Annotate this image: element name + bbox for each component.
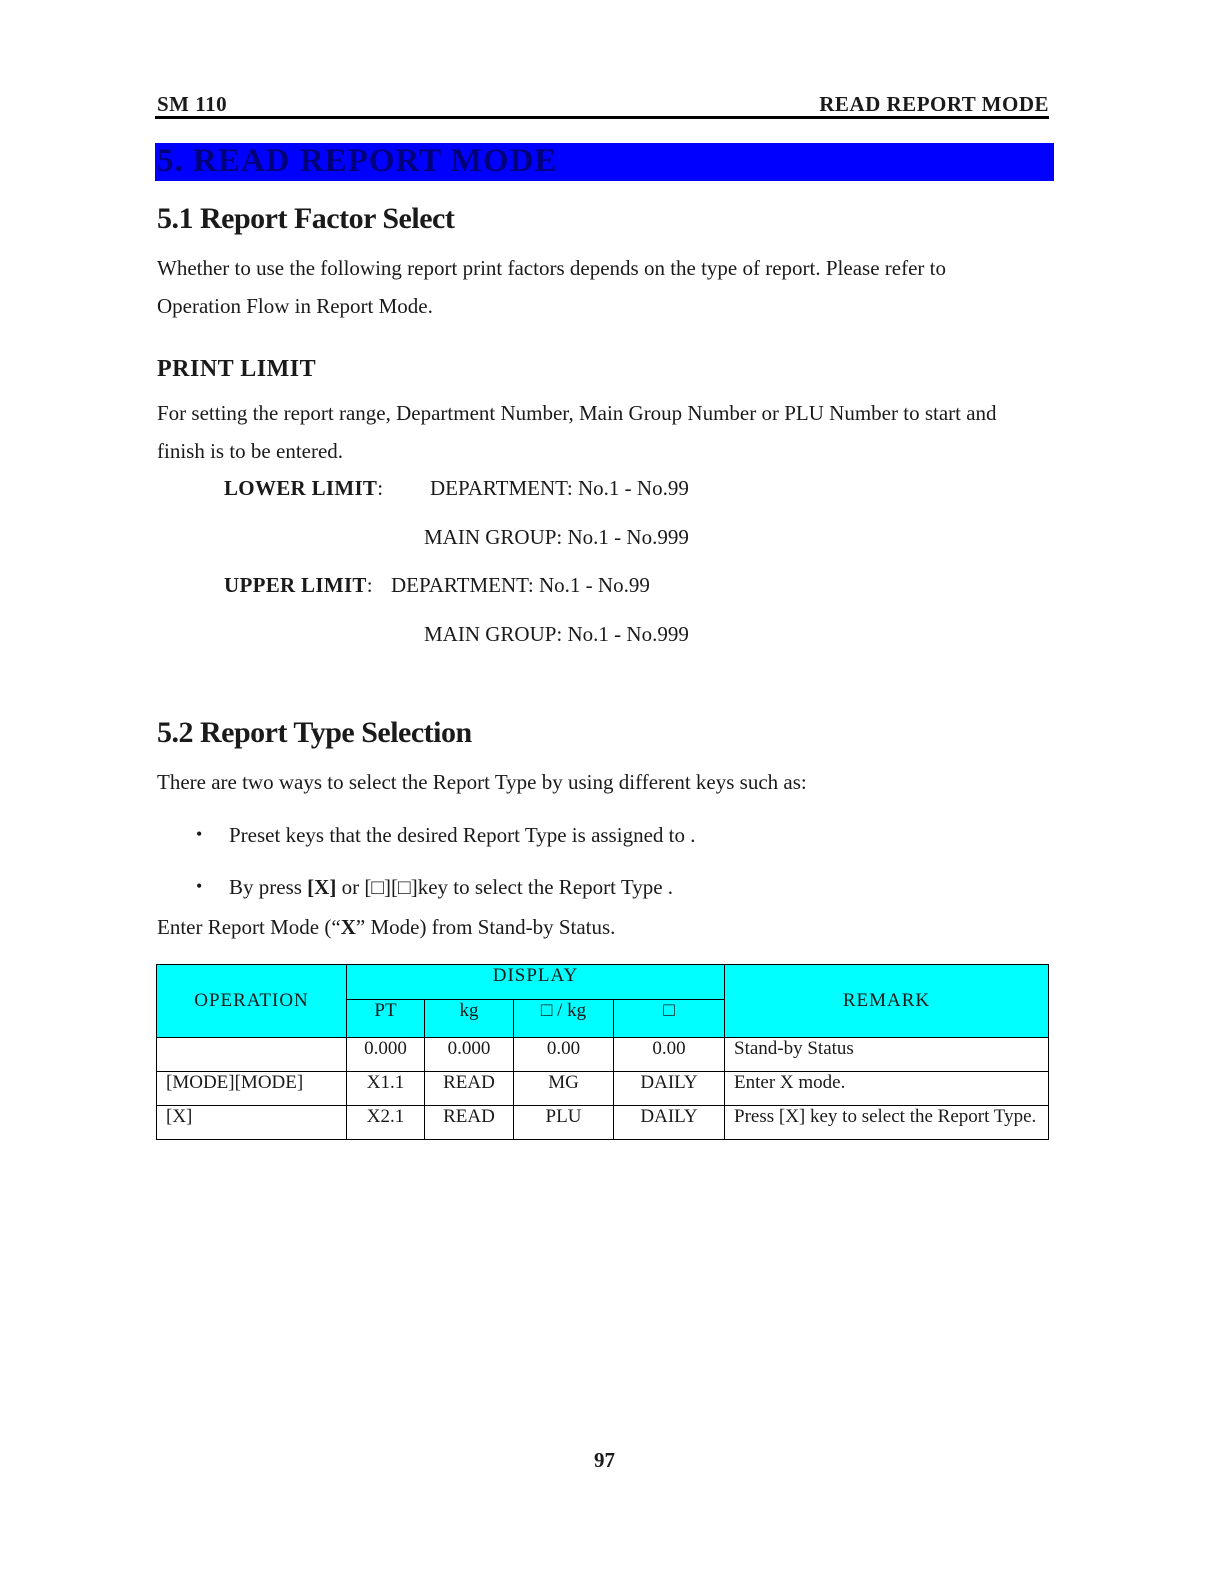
upper-limit-sep: : xyxy=(366,573,373,597)
upper-limit-department: DEPARTMENT: No.1 - No.99 xyxy=(391,573,650,597)
op-cell: [MODE][MODE] xyxy=(157,1072,347,1106)
lower-limit-label xyxy=(224,476,383,501)
pt-cell: 0.000 xyxy=(347,1038,425,1072)
col-remark-header: REMARK xyxy=(725,965,1049,1038)
pt-cell: X2.1 xyxy=(347,1106,425,1140)
col-kg-header: kg xyxy=(425,1000,514,1038)
lower-limit-main-group: MAIN GROUP: No.1 - No.999 xyxy=(424,525,689,549)
x-key-label: [X] xyxy=(307,875,337,899)
table-row xyxy=(157,1038,1049,1072)
bullet-2-pre: By press xyxy=(229,875,308,899)
header-rule xyxy=(155,116,1049,119)
bullet-2-mid2: ][ xyxy=(384,875,399,899)
col-per-kg-header: □ / kg xyxy=(514,1000,614,1038)
lower-limit-sep: : xyxy=(377,476,384,500)
missing-glyph-icon: □ xyxy=(398,875,411,899)
price-cell: DAILY xyxy=(614,1106,725,1140)
price-cell: DAILY xyxy=(614,1072,725,1106)
intro-line-1: Whether to use the following report print factors depends on the type of report. Please refer to xyxy=(157,256,946,280)
lower-limit-name: LOWER LIMIT xyxy=(224,476,378,500)
bullet-dot-icon: • xyxy=(196,876,203,896)
col-operation-header: OPERATION xyxy=(157,965,347,1038)
table-row xyxy=(157,1072,1049,1106)
upper-limit-label xyxy=(224,573,373,598)
intro-line-2: Operation Flow in Report Mode. xyxy=(157,294,433,318)
chapter-banner xyxy=(155,143,1054,181)
missing-glyph-icon: □ xyxy=(371,875,385,899)
header-right: READ REPORT MODE xyxy=(819,92,1049,116)
per-kg-cell: MG xyxy=(514,1072,614,1106)
remark-cell: Enter X mode. xyxy=(725,1072,1049,1106)
enter-key: X xyxy=(340,915,356,939)
chapter-title: 5. READ REPORT MODE xyxy=(157,143,558,179)
price-cell: 0.00 xyxy=(614,1038,725,1072)
header-left: SM 110 xyxy=(157,92,228,116)
col-display-header: DISPLAY xyxy=(347,965,725,1000)
bullet-dot-icon: • xyxy=(196,824,203,844)
report-type-table xyxy=(156,964,1049,1140)
col-pt-header: PT xyxy=(347,1000,425,1038)
bullet-1: Preset keys that the desired Report Type is assigned to . xyxy=(229,823,696,847)
per-kg-cell: PLU xyxy=(514,1106,614,1140)
col-price-header: □ xyxy=(614,1000,725,1038)
upper-limit-main-group: MAIN GROUP: No.1 - No.999 xyxy=(424,622,689,646)
enter-report-mode-line xyxy=(157,915,1057,940)
bullet-2-post: ]key to select the Report Type . xyxy=(410,875,674,899)
upper-limit-name: UPPER LIMIT xyxy=(224,573,367,597)
enter-post: ” Mode) from Stand-by Status. xyxy=(355,915,616,939)
section-title-5-2: 5.2 Report Type Selection xyxy=(157,716,472,749)
print-limit-heading: PRINT LIMIT xyxy=(157,356,317,382)
remark-cell: Press [X] key to select the Report Type. xyxy=(725,1106,1049,1140)
bullet-2-mid: or [ xyxy=(336,875,372,899)
section-title-5-1: 5.1 Report Factor Select xyxy=(157,202,455,235)
kg-cell: READ xyxy=(425,1072,514,1106)
print-limit-line-1: For setting the report range, Department Number, Main Group Number or PLU Number to start and xyxy=(157,401,997,425)
page-number: 97 xyxy=(594,1448,615,1472)
print-limit-line-2: finish is to be entered. xyxy=(157,439,344,463)
pt-cell: X1.1 xyxy=(347,1072,425,1106)
enter-pre: Enter Report Mode (“ xyxy=(157,915,341,939)
report-type-intro: There are two ways to select the Report Type by using different keys such as: xyxy=(157,770,807,794)
op-cell xyxy=(157,1038,347,1072)
kg-cell: READ xyxy=(425,1106,514,1140)
op-cell: [X] xyxy=(157,1106,347,1140)
lower-limit-department: DEPARTMENT: No.1 - No.99 xyxy=(430,476,689,500)
kg-cell: 0.000 xyxy=(425,1038,514,1072)
remark-cell: Stand-by Status xyxy=(725,1038,1049,1072)
bullet-2 xyxy=(229,875,1029,900)
table-row xyxy=(157,1106,1049,1140)
per-kg-cell: 0.00 xyxy=(514,1038,614,1072)
